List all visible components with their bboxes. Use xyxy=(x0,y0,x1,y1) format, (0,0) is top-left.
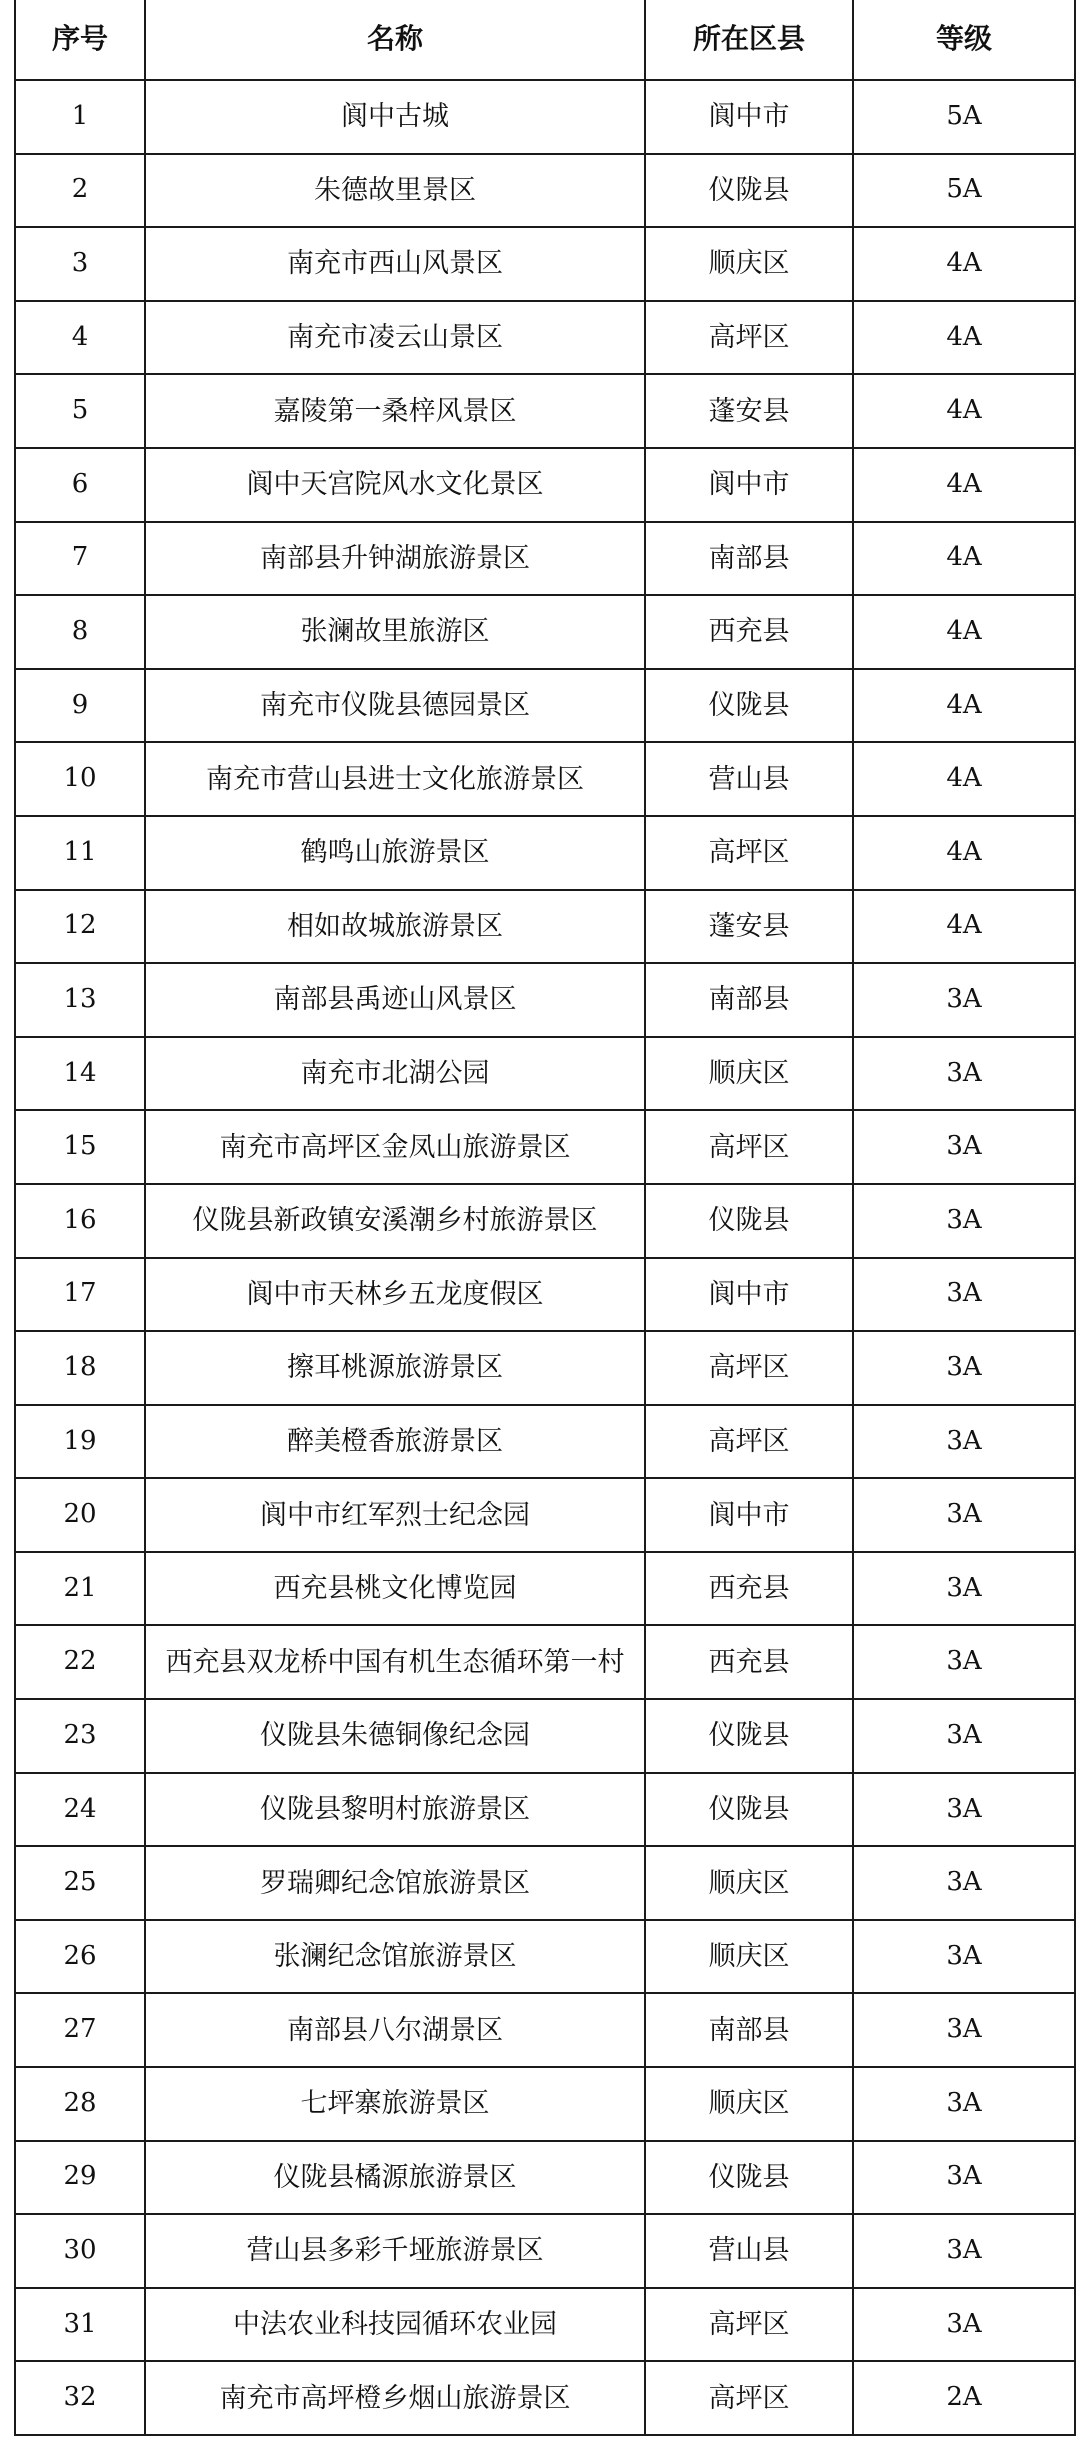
cell-grade: 4A xyxy=(853,890,1075,964)
table-row xyxy=(15,80,1075,154)
cell-county: 阆中市 xyxy=(645,80,853,154)
cell-grade: 4A xyxy=(853,669,1075,743)
cell-grade: 3A xyxy=(853,963,1075,1037)
table-row xyxy=(15,1110,1075,1184)
cell-name: 阆中市红军烈士纪念园 xyxy=(145,1478,645,1552)
cell-grade: 3A xyxy=(853,1405,1075,1479)
cell-no: 8 xyxy=(15,595,145,669)
table-row xyxy=(15,227,1075,301)
cell-grade: 4A xyxy=(853,816,1075,890)
cell-county: 南部县 xyxy=(645,963,853,1037)
cell-grade: 2A xyxy=(853,2361,1075,2435)
cell-name: 张澜故里旅游区 xyxy=(145,595,645,669)
header-grade: 等级 xyxy=(853,0,1075,80)
table-row xyxy=(15,1846,1075,1920)
cell-county: 仪陇县 xyxy=(645,669,853,743)
cell-grade: 3A xyxy=(853,1110,1075,1184)
table-row xyxy=(15,301,1075,375)
cell-no: 3 xyxy=(15,227,145,301)
cell-grade: 4A xyxy=(853,742,1075,816)
scenic-area-table xyxy=(14,0,1076,2436)
cell-name: 南充市北湖公园 xyxy=(145,1037,645,1111)
table-row xyxy=(15,1331,1075,1405)
cell-no: 29 xyxy=(15,2141,145,2215)
cell-name: 擦耳桃源旅游景区 xyxy=(145,1331,645,1405)
cell-name: 罗瑞卿纪念馆旅游景区 xyxy=(145,1846,645,1920)
cell-name: 营山县多彩千垭旅游景区 xyxy=(145,2214,645,2288)
cell-county: 仪陇县 xyxy=(645,1184,853,1258)
cell-name: 南部县禹迹山风景区 xyxy=(145,963,645,1037)
cell-grade: 3A xyxy=(853,1920,1075,1994)
cell-county: 高坪区 xyxy=(645,1405,853,1479)
cell-no: 32 xyxy=(15,2361,145,2435)
cell-name: 嘉陵第一桑梓风景区 xyxy=(145,374,645,448)
table-row xyxy=(15,1258,1075,1332)
cell-no: 20 xyxy=(15,1478,145,1552)
cell-no: 19 xyxy=(15,1405,145,1479)
table-row xyxy=(15,1405,1075,1479)
cell-grade: 3A xyxy=(853,1037,1075,1111)
cell-name: 南充市仪陇县德园景区 xyxy=(145,669,645,743)
cell-grade: 4A xyxy=(853,301,1075,375)
table-row xyxy=(15,742,1075,816)
cell-grade: 3A xyxy=(853,1625,1075,1699)
cell-grade: 3A xyxy=(853,2141,1075,2215)
cell-name: 阆中古城 xyxy=(145,80,645,154)
cell-county: 阆中市 xyxy=(645,448,853,522)
cell-county: 高坪区 xyxy=(645,301,853,375)
cell-county: 顺庆区 xyxy=(645,1037,853,1111)
table-row xyxy=(15,816,1075,890)
cell-name: 南充市高坪橙乡烟山旅游景区 xyxy=(145,2361,645,2435)
cell-name: 仪陇县新政镇安溪潮乡村旅游景区 xyxy=(145,1184,645,1258)
cell-grade: 3A xyxy=(853,1993,1075,2067)
cell-no: 6 xyxy=(15,448,145,522)
cell-county: 顺庆区 xyxy=(645,227,853,301)
table-row xyxy=(15,890,1075,964)
cell-grade: 3A xyxy=(853,2067,1075,2141)
cell-grade: 5A xyxy=(853,80,1075,154)
table-row xyxy=(15,1552,1075,1626)
cell-no: 12 xyxy=(15,890,145,964)
cell-no: 24 xyxy=(15,1773,145,1847)
cell-no: 16 xyxy=(15,1184,145,1258)
cell-no: 23 xyxy=(15,1699,145,1773)
cell-grade: 3A xyxy=(853,1258,1075,1332)
table-row xyxy=(15,669,1075,743)
cell-name: 南充市凌云山景区 xyxy=(145,301,645,375)
cell-name: 醉美橙香旅游景区 xyxy=(145,1405,645,1479)
cell-county: 顺庆区 xyxy=(645,1846,853,1920)
cell-no: 1 xyxy=(15,80,145,154)
table-row xyxy=(15,1625,1075,1699)
table-body xyxy=(15,80,1075,2435)
table-row xyxy=(15,2288,1075,2362)
cell-grade: 3A xyxy=(853,2288,1075,2362)
cell-name: 仪陇县橘源旅游景区 xyxy=(145,2141,645,2215)
cell-name: 张澜纪念馆旅游景区 xyxy=(145,1920,645,1994)
cell-county: 顺庆区 xyxy=(645,1920,853,1994)
table-row xyxy=(15,2361,1075,2435)
table-row xyxy=(15,595,1075,669)
cell-county: 营山县 xyxy=(645,2214,853,2288)
cell-no: 18 xyxy=(15,1331,145,1405)
cell-no: 10 xyxy=(15,742,145,816)
table-header xyxy=(15,0,1075,80)
cell-county: 蓬安县 xyxy=(645,890,853,964)
cell-county: 营山县 xyxy=(645,742,853,816)
cell-no: 5 xyxy=(15,374,145,448)
table-row xyxy=(15,448,1075,522)
cell-name: 南充市高坪区金凤山旅游景区 xyxy=(145,1110,645,1184)
cell-no: 21 xyxy=(15,1552,145,1626)
cell-grade: 3A xyxy=(853,1331,1075,1405)
scenic-area-table-container xyxy=(14,0,1074,2436)
cell-name: 仪陇县黎明村旅游景区 xyxy=(145,1773,645,1847)
table-row xyxy=(15,2214,1075,2288)
table-row xyxy=(15,1993,1075,2067)
cell-no: 28 xyxy=(15,2067,145,2141)
table-row xyxy=(15,1699,1075,1773)
cell-grade: 4A xyxy=(853,595,1075,669)
table-row xyxy=(15,154,1075,228)
cell-grade: 3A xyxy=(853,2214,1075,2288)
cell-grade: 5A xyxy=(853,154,1075,228)
cell-county: 西充县 xyxy=(645,595,853,669)
table-row xyxy=(15,1773,1075,1847)
cell-county: 南部县 xyxy=(645,522,853,596)
cell-name: 仪陇县朱德铜像纪念园 xyxy=(145,1699,645,1773)
cell-name: 西充县双龙桥中国有机生态循环第一村 xyxy=(145,1625,645,1699)
cell-county: 高坪区 xyxy=(645,1331,853,1405)
cell-name: 南充市营山县进士文化旅游景区 xyxy=(145,742,645,816)
cell-no: 25 xyxy=(15,1846,145,1920)
cell-county: 蓬安县 xyxy=(645,374,853,448)
cell-grade: 3A xyxy=(853,1846,1075,1920)
header-row xyxy=(15,0,1075,80)
cell-grade: 3A xyxy=(853,1699,1075,1773)
table-row xyxy=(15,1037,1075,1111)
cell-name: 鹤鸣山旅游景区 xyxy=(145,816,645,890)
table-row xyxy=(15,2141,1075,2215)
cell-county: 高坪区 xyxy=(645,2288,853,2362)
cell-no: 22 xyxy=(15,1625,145,1699)
cell-name: 中法农业科技园循环农业园 xyxy=(145,2288,645,2362)
cell-name: 七坪寨旅游景区 xyxy=(145,2067,645,2141)
cell-county: 仪陇县 xyxy=(645,2141,853,2215)
header-name: 名称 xyxy=(145,0,645,80)
header-county: 所在区县 xyxy=(645,0,853,80)
cell-name: 南部县八尔湖景区 xyxy=(145,1993,645,2067)
cell-grade: 3A xyxy=(853,1552,1075,1626)
cell-no: 11 xyxy=(15,816,145,890)
cell-county: 南部县 xyxy=(645,1993,853,2067)
cell-county: 西充县 xyxy=(645,1552,853,1626)
cell-no: 31 xyxy=(15,2288,145,2362)
cell-county: 顺庆区 xyxy=(645,2067,853,2141)
cell-name: 阆中市天林乡五龙度假区 xyxy=(145,1258,645,1332)
cell-grade: 4A xyxy=(853,227,1075,301)
cell-grade: 4A xyxy=(853,448,1075,522)
cell-grade: 3A xyxy=(853,1478,1075,1552)
cell-county: 高坪区 xyxy=(645,816,853,890)
cell-name: 相如故城旅游景区 xyxy=(145,890,645,964)
cell-no: 13 xyxy=(15,963,145,1037)
table-row xyxy=(15,1478,1075,1552)
cell-grade: 3A xyxy=(853,1184,1075,1258)
cell-county: 仪陇县 xyxy=(645,1699,853,1773)
cell-no: 30 xyxy=(15,2214,145,2288)
table-row xyxy=(15,1184,1075,1258)
cell-no: 15 xyxy=(15,1110,145,1184)
cell-name: 阆中天宫院风水文化景区 xyxy=(145,448,645,522)
cell-grade: 3A xyxy=(853,1773,1075,1847)
cell-no: 4 xyxy=(15,301,145,375)
cell-county: 高坪区 xyxy=(645,1110,853,1184)
table-row xyxy=(15,2067,1075,2141)
table-row xyxy=(15,963,1075,1037)
cell-name: 朱德故里景区 xyxy=(145,154,645,228)
table-row xyxy=(15,522,1075,596)
cell-county: 阆中市 xyxy=(645,1258,853,1332)
cell-no: 14 xyxy=(15,1037,145,1111)
cell-no: 2 xyxy=(15,154,145,228)
cell-no: 26 xyxy=(15,1920,145,1994)
cell-grade: 4A xyxy=(853,522,1075,596)
cell-name: 南充市西山风景区 xyxy=(145,227,645,301)
cell-grade: 4A xyxy=(853,374,1075,448)
cell-no: 17 xyxy=(15,1258,145,1332)
cell-no: 7 xyxy=(15,522,145,596)
table-row xyxy=(15,374,1075,448)
cell-county: 阆中市 xyxy=(645,1478,853,1552)
cell-name: 南部县升钟湖旅游景区 xyxy=(145,522,645,596)
header-no: 序号 xyxy=(15,0,145,80)
cell-name: 西充县桃文化博览园 xyxy=(145,1552,645,1626)
table-row xyxy=(15,1920,1075,1994)
cell-county: 高坪区 xyxy=(645,2361,853,2435)
cell-no: 27 xyxy=(15,1993,145,2067)
cell-no: 9 xyxy=(15,669,145,743)
cell-county: 仪陇县 xyxy=(645,154,853,228)
cell-county: 西充县 xyxy=(645,1625,853,1699)
cell-county: 仪陇县 xyxy=(645,1773,853,1847)
